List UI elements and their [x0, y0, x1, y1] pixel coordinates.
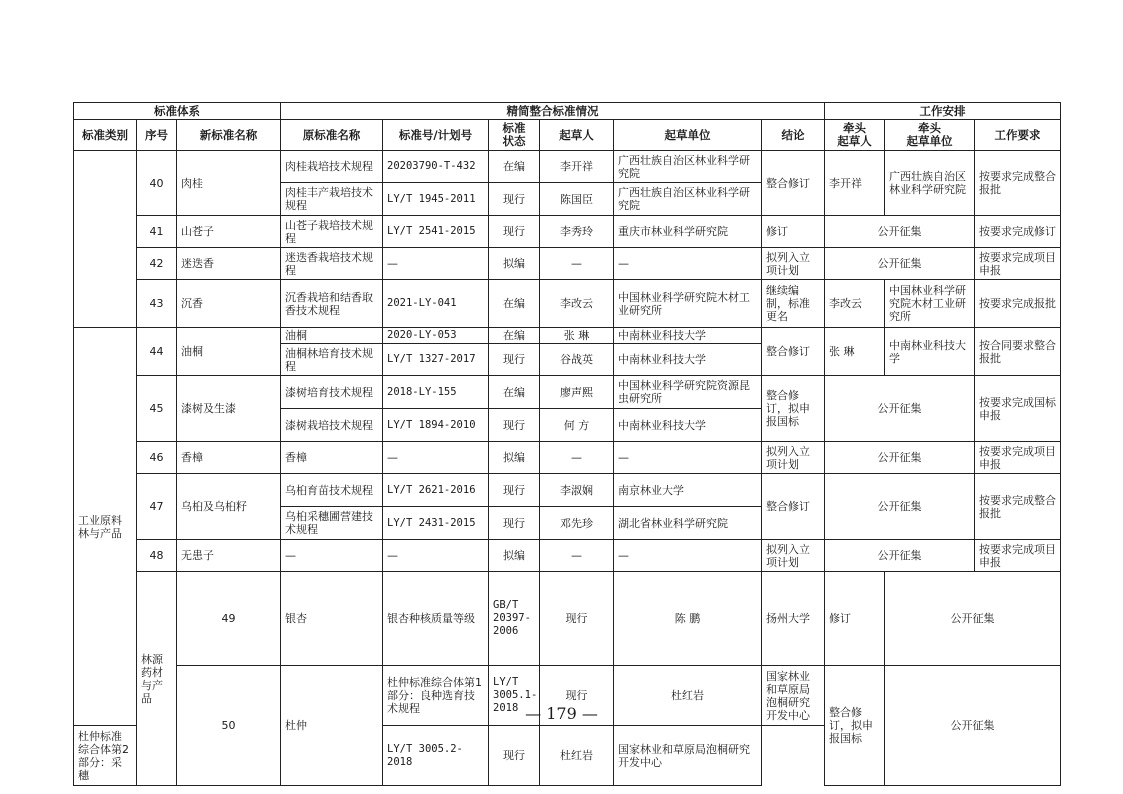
new-name: 杜仲: [281, 666, 383, 786]
header-conclusion: 结论: [762, 120, 825, 151]
table-row: [74, 151, 1061, 183]
orig-name: 肉桂栽培技术规程: [281, 151, 383, 183]
new-name: 无患子: [177, 540, 281, 572]
status: 拟编: [489, 248, 540, 280]
drafter: —: [540, 540, 614, 572]
page-number: — 179 —: [525, 704, 598, 723]
code: —: [383, 540, 489, 572]
code: GB/T 20397-2006: [489, 572, 540, 666]
unit: 中南林业科技大学: [614, 328, 762, 344]
header-lead-drafter: 牵头 起草人: [825, 120, 885, 151]
header-lead-unit: 牵头 起草单位: [885, 120, 975, 151]
orig-name: 杜仲标准综合体第2部分：采穗: [74, 726, 137, 786]
header-new-name: 新标准名称: [177, 120, 281, 151]
requirement: 按要求完成项目申报: [975, 540, 1061, 572]
code: LY/T 3005.1-2018: [489, 666, 540, 726]
row-no: 49: [177, 572, 281, 666]
new-name: 油桐: [177, 328, 281, 376]
status: 现行: [489, 507, 540, 540]
drafter: 陈 鹏: [614, 572, 762, 666]
requirement: 按要求完成修订: [975, 216, 1061, 248]
unit: 中南林业科技大学: [614, 344, 762, 376]
row-no: 41: [137, 216, 177, 248]
drafter: 李改云: [540, 280, 614, 328]
orig-name: 香樟: [281, 442, 383, 474]
drafter: 谷战英: [540, 344, 614, 376]
header-code: 标准号/计划号: [383, 120, 489, 151]
table-row: [74, 442, 1061, 474]
lead-drafter: 李改云: [825, 280, 885, 328]
lead-unit: 广西壮族自治区林业科学研究院: [885, 151, 975, 216]
requirement: 按要求完成国标申报: [975, 376, 1061, 442]
table-row: [74, 572, 1061, 666]
requirement: 按要求完成整合报批: [975, 474, 1061, 540]
requirement: 按要求完成项目申报: [975, 248, 1061, 280]
row-no: 45: [137, 376, 177, 442]
category-cell: [74, 151, 137, 328]
code: LY/T 1945-2011: [383, 183, 489, 216]
work-arrangement: 公开征集: [885, 666, 1061, 786]
unit: 扬州大学: [762, 572, 825, 666]
header-no: 序号: [137, 120, 177, 151]
drafter: 廖声熙: [540, 376, 614, 409]
column-header-row: [74, 120, 1061, 151]
drafter: 陈国臣: [540, 183, 614, 216]
status: 在编: [489, 151, 540, 183]
new-name: 迷迭香: [177, 248, 281, 280]
status: 现行: [540, 666, 614, 726]
conclusion: 拟列入立项计划: [762, 248, 825, 280]
status: 现行: [489, 216, 540, 248]
conclusion: 拟列入立项计划: [762, 442, 825, 474]
new-name: 银杏: [281, 572, 383, 666]
orig-name: 漆树栽培技术规程: [281, 409, 383, 442]
category-medicinal: 林源药材 与产品: [137, 572, 177, 786]
unit: 国家林业和草原局泡桐研究开发中心: [614, 726, 762, 786]
code: 20203790-T-432: [383, 151, 489, 183]
lead-unit: 中国林业科学研究院木材工业研究所: [885, 280, 975, 328]
drafter: 何 方: [540, 409, 614, 442]
unit: 中国林业科学研究院木材工业研究所: [614, 280, 762, 328]
status: 拟编: [489, 442, 540, 474]
table-row: [74, 540, 1061, 572]
code: LY/T 2621-2016: [383, 474, 489, 507]
unit: 广西壮族自治区林业科学研究院: [614, 183, 762, 216]
drafter: 张 琳: [540, 328, 614, 344]
table-row: [74, 474, 1061, 507]
status: 在编: [489, 376, 540, 409]
table-row: [74, 216, 1061, 248]
drafter: —: [540, 442, 614, 474]
unit: 南京林业大学: [614, 474, 762, 507]
code: 2020-LY-053: [383, 328, 489, 344]
conclusion: 拟列入立项计划: [762, 540, 825, 572]
new-name: 漆树及生漆: [177, 376, 281, 442]
new-name: 乌桕及乌桕籽: [177, 474, 281, 540]
table-row: [74, 376, 1061, 409]
lead-drafter: 张 琳: [825, 328, 885, 376]
row-no: 48: [137, 540, 177, 572]
header-status: 标准 状态: [489, 120, 540, 151]
orig-name: 漆树培育技术规程: [281, 376, 383, 409]
group-header-row: [74, 103, 1061, 120]
requirement: 按要求完成整合报批: [975, 151, 1061, 216]
unit: —: [614, 442, 762, 474]
work-arrangement: 公开征集: [825, 474, 975, 540]
drafter: 杜红岩: [614, 666, 762, 726]
table-row: [74, 328, 1061, 344]
code: LY/T 2541-2015: [383, 216, 489, 248]
orig-name: 迷迭香栽培技术规程: [281, 248, 383, 280]
work-arrangement: 公开征集: [825, 442, 975, 474]
conclusion: 整合修订，拟申报国标: [762, 376, 825, 442]
unit: 广西壮族自治区林业科学研究院: [614, 151, 762, 183]
work-arrangement: 公开征集: [825, 248, 975, 280]
unit: —: [614, 248, 762, 280]
status: 现行: [540, 572, 614, 666]
new-name: 香樟: [177, 442, 281, 474]
lead-drafter: 李开祥: [825, 151, 885, 216]
orig-name: 沉香栽培和结香取香技术规程: [281, 280, 383, 328]
code: LY/T 1894-2010: [383, 409, 489, 442]
unit: 湖北省林业科学研究院: [614, 507, 762, 540]
conclusion: 整合修订: [762, 474, 825, 540]
new-name: 山苍子: [177, 216, 281, 248]
row-no: 47: [137, 474, 177, 540]
code: LY/T 3005.2-2018: [383, 726, 489, 786]
drafter: 李淑娴: [540, 474, 614, 507]
status: 拟编: [489, 540, 540, 572]
new-name: 沉香: [177, 280, 281, 328]
work-arrangement: 公开征集: [825, 216, 975, 248]
row-no: 43: [137, 280, 177, 328]
work-arrangement: 公开征集: [825, 540, 975, 572]
orig-name: —: [281, 540, 383, 572]
header-drafter: 起草人: [540, 120, 614, 151]
conclusion: 整合修订: [762, 328, 825, 376]
status: 现行: [489, 409, 540, 442]
unit: 中南林业科技大学: [614, 409, 762, 442]
status: 在编: [489, 280, 540, 328]
table-row: [74, 280, 1061, 328]
status: 现行: [489, 726, 540, 786]
group-system: 标准体系: [74, 103, 281, 120]
conclusion: 整合修订，拟申报国标: [825, 666, 885, 786]
orig-name: 山苍子栽培技术规程: [281, 216, 383, 248]
orig-name: 油桐: [281, 328, 383, 344]
code: —: [383, 442, 489, 474]
code: LY/T 1327-2017: [383, 344, 489, 376]
code: —: [383, 248, 489, 280]
unit: 重庆市林业科学研究院: [614, 216, 762, 248]
requirement: 按要求完成项目申报: [975, 442, 1061, 474]
conclusion: 修订: [762, 216, 825, 248]
drafter: 邓先珍: [540, 507, 614, 540]
unit: 中国林业科学研究院资源昆虫研究所: [614, 376, 762, 409]
drafter: —: [540, 248, 614, 280]
status: 现行: [489, 344, 540, 376]
orig-name: 肉桂丰产栽培技术规程: [281, 183, 383, 216]
conclusion: 整合修订: [762, 151, 825, 216]
conclusion: 修订: [825, 572, 885, 666]
row-no: 42: [137, 248, 177, 280]
orig-name: 银杏种核质量等级: [383, 572, 489, 666]
requirement: 按合同要求整合报批: [975, 328, 1061, 376]
drafter: 李开祥: [540, 151, 614, 183]
group-work: 工作安排: [825, 103, 1061, 120]
row-no: 44: [137, 328, 177, 376]
new-name: 肉桂: [177, 151, 281, 216]
code: LY/T 2431-2015: [383, 507, 489, 540]
orig-name: 乌桕育苗技术规程: [281, 474, 383, 507]
work-arrangement: 公开征集: [825, 376, 975, 442]
group-streamline: 精简整合标准情况: [281, 103, 825, 120]
row-no: 50: [177, 666, 281, 786]
drafter: 杜红岩: [540, 726, 614, 786]
orig-name: 乌桕采穗圃营建技术规程: [281, 507, 383, 540]
header-orig-name: 原标准名称: [281, 120, 383, 151]
header-category: 标准类别: [74, 120, 137, 151]
status: 现行: [489, 474, 540, 507]
header-unit: 起草单位: [614, 120, 762, 151]
work-arrangement: 公开征集: [885, 572, 1061, 666]
standards-table: [73, 102, 1061, 786]
status: 现行: [489, 183, 540, 216]
requirement: 按要求完成报批: [975, 280, 1061, 328]
orig-name: 油桐林培育技术规程: [281, 344, 383, 376]
orig-name: 杜仲标准综合体第1部分：良种选育技术规程: [383, 666, 489, 726]
conclusion: 继续编制，标准更名: [762, 280, 825, 328]
code: 2018-LY-155: [383, 376, 489, 409]
status: 在编: [489, 328, 540, 344]
drafter: 李秀玲: [540, 216, 614, 248]
lead-unit: 中南林业科技大学: [885, 328, 975, 376]
category-industrial: 工业原料 林与产品: [74, 328, 137, 726]
header-requirement: 工作要求: [975, 120, 1061, 151]
unit: 国家林业和草原局泡桐研究开发中心: [762, 666, 825, 726]
table-row: [74, 248, 1061, 280]
unit: —: [614, 540, 762, 572]
row-no: 46: [137, 442, 177, 474]
row-no: 40: [137, 151, 177, 216]
code: 2021-LY-041: [383, 280, 489, 328]
